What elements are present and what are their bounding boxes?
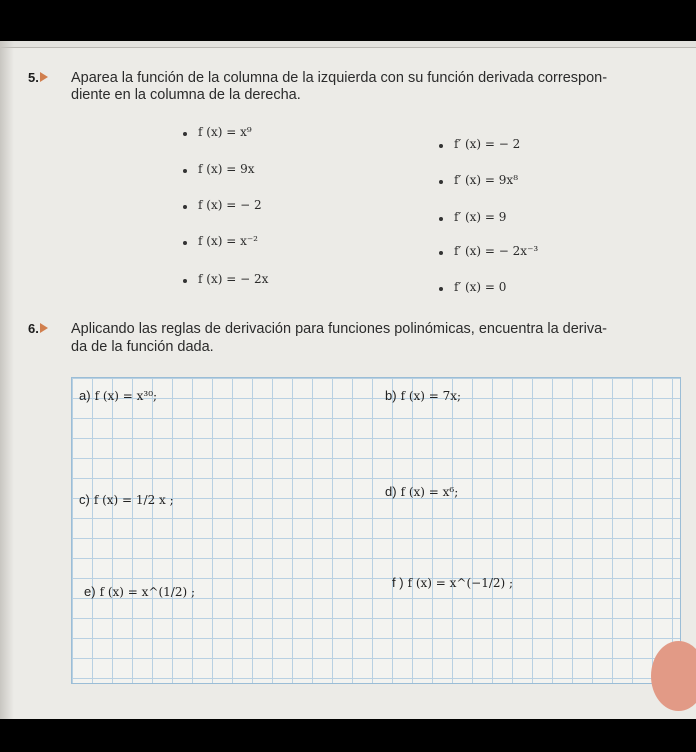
exercise-6-prompt-line2: da de la función dada. [71,339,214,355]
bullet-icon [183,132,187,136]
item-expression: f (x) = x^(1/2) ; [99,585,195,599]
exercise-6-marker [40,323,48,333]
exercise-5-marker [40,72,48,82]
right-derivative-4: f′ (x) = − 2x⁻³ [454,244,539,258]
page-shadow [0,41,14,719]
bullet-icon [183,279,187,283]
item-expression: f (x) = x⁶; [400,485,459,499]
exercise-6-number: 6. [28,321,39,336]
exercise-item-a [79,388,157,403]
left-function-2: f (x) = 9x [198,162,255,176]
finger-blur [651,641,696,711]
item-label: d) [385,484,397,499]
exercise-item-f [392,575,513,590]
page-top-edge [0,41,696,48]
left-function-1: f (x) = x⁹ [198,125,252,139]
left-function-5: f (x) = − 2x [198,272,269,286]
exercise-6-prompt-line1: Aplicando las reglas de derivación para funciones polinómicas, encuentra la deriva- [71,321,608,337]
answer-grid[interactable] [71,377,681,684]
bullet-icon [183,169,187,173]
item-expression: f (x) = 1/2 x ; [93,493,174,507]
item-expression: f (x) = x³⁰; [94,389,158,403]
left-function-4: f (x) = x⁻² [198,234,258,248]
exercise-item-e [84,584,195,599]
item-expression: f (x) = 7x; [400,389,462,403]
bullet-icon [439,180,443,184]
bullet-icon [439,217,443,221]
exercise-item-d [385,484,458,499]
bullet-icon [183,241,187,245]
item-label: a) [79,388,91,403]
right-derivative-2: f′ (x) = 9x⁸ [454,173,519,187]
bullet-icon [439,144,443,148]
bullet-icon [183,205,187,209]
exercise-item-c [79,492,174,507]
exercise-5-prompt-line1: Aparea la función de la columna de la izquierda con su función derivada correspon- [71,70,608,86]
left-function-3: f (x) = − 2 [198,198,262,212]
worksheet-page [0,41,696,719]
item-expression: f (x) = x^(−1/2) ; [407,576,514,590]
item-label: b) [385,388,397,403]
item-label: f ) [392,575,404,590]
exercise-5-prompt-line2: diente en la columna de la derecha. [71,87,301,103]
item-label: c) [79,492,90,507]
right-derivative-5: f′ (x) = 0 [454,280,507,294]
right-derivative-3: f′ (x) = 9 [454,210,507,224]
right-derivative-1: f′ (x) = − 2 [454,137,521,151]
bullet-icon [439,251,443,255]
bullet-icon [439,287,443,291]
item-label: e) [84,584,96,599]
exercise-item-b [385,388,461,403]
exercise-5-number: 5. [28,70,39,85]
